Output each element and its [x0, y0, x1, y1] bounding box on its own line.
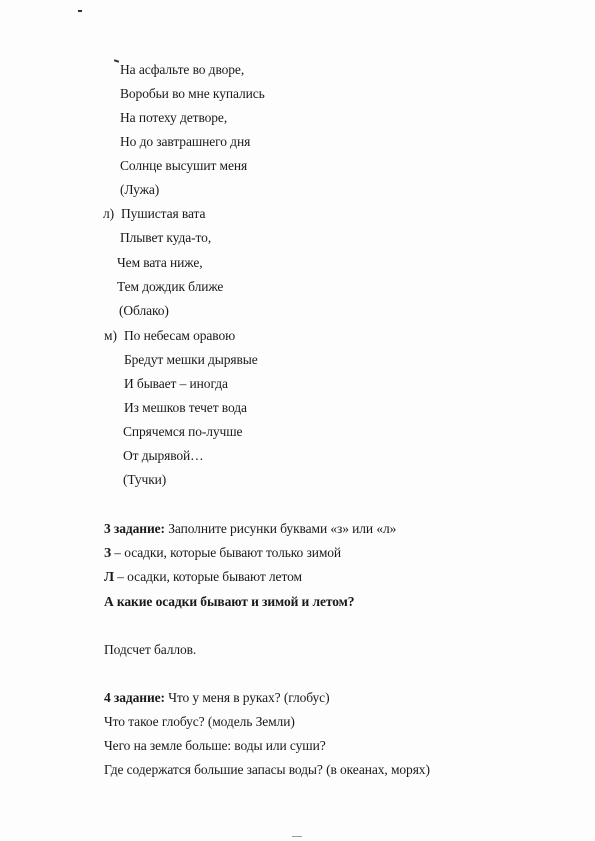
scan-speck	[292, 836, 302, 837]
poem-answer: (Лужа)	[120, 182, 160, 197]
task3-text: Заполните рисунки буквами «з» или «л»	[164, 521, 397, 536]
riddle-line: Тем дождик ближе	[117, 279, 224, 294]
riddle-answer: (Облако)	[119, 303, 169, 318]
riddle-line: От дырявой…	[123, 448, 204, 463]
poem-line: На асфальте во дворе,	[120, 62, 245, 77]
poem-line: Но до завтрашнего дня	[120, 134, 251, 149]
riddle-line: Спрячемся по-лучше	[123, 424, 243, 439]
riddle-line: Плывет куда-то,	[120, 230, 212, 245]
task3-l-row	[104, 569, 302, 585]
task3-title: 3 задание:	[104, 521, 165, 536]
task4-question: Чего на земле больше: воды или суши?	[104, 738, 326, 753]
task3-z-text: – осадки, которые бывают только зимой	[111, 545, 342, 560]
task3-z-row	[104, 545, 341, 561]
task3-instruction	[104, 521, 396, 537]
riddle-line: По небесам оравою	[124, 328, 236, 343]
poem-line: Воробьи во мне купались	[120, 86, 265, 101]
riddle-line: Бредут мешки дырявые	[124, 352, 258, 367]
task3-l-text: – осадки, которые бывают летом	[113, 569, 302, 584]
task4-question: Где содержатся большие запасы воды? (в океанах, морях)	[104, 762, 430, 777]
scan-speck	[78, 10, 82, 12]
task3-l-letter: Л	[104, 569, 114, 584]
riddle-line: Чем вата ниже,	[117, 255, 203, 270]
task4-title: 4 задание:	[104, 690, 165, 705]
riddle-line: И бывает – иногда	[124, 376, 228, 391]
riddle-marker: л)	[103, 206, 115, 221]
riddle-line: Пушистая вата	[121, 206, 206, 221]
riddle-answer: (Тучки)	[123, 472, 167, 487]
riddle-marker: м)	[104, 328, 117, 343]
riddle-line: Из мешков течет вода	[124, 400, 247, 415]
task3-question: А какие осадки бывают и зимой и летом?	[104, 594, 355, 609]
task3-z-letter: З	[104, 545, 112, 560]
task4-instruction	[104, 690, 329, 706]
score-count: Подсчет баллов.	[104, 642, 197, 657]
task4-text: Что у меня в руках? (глобус)	[164, 690, 330, 705]
scan-speck	[114, 59, 119, 63]
task4-question: Что такое глобус? (модель Земли)	[104, 714, 295, 729]
poem-line: Солнце высушит меня	[120, 158, 248, 173]
poem-line: На потеху детворе,	[120, 110, 228, 125]
